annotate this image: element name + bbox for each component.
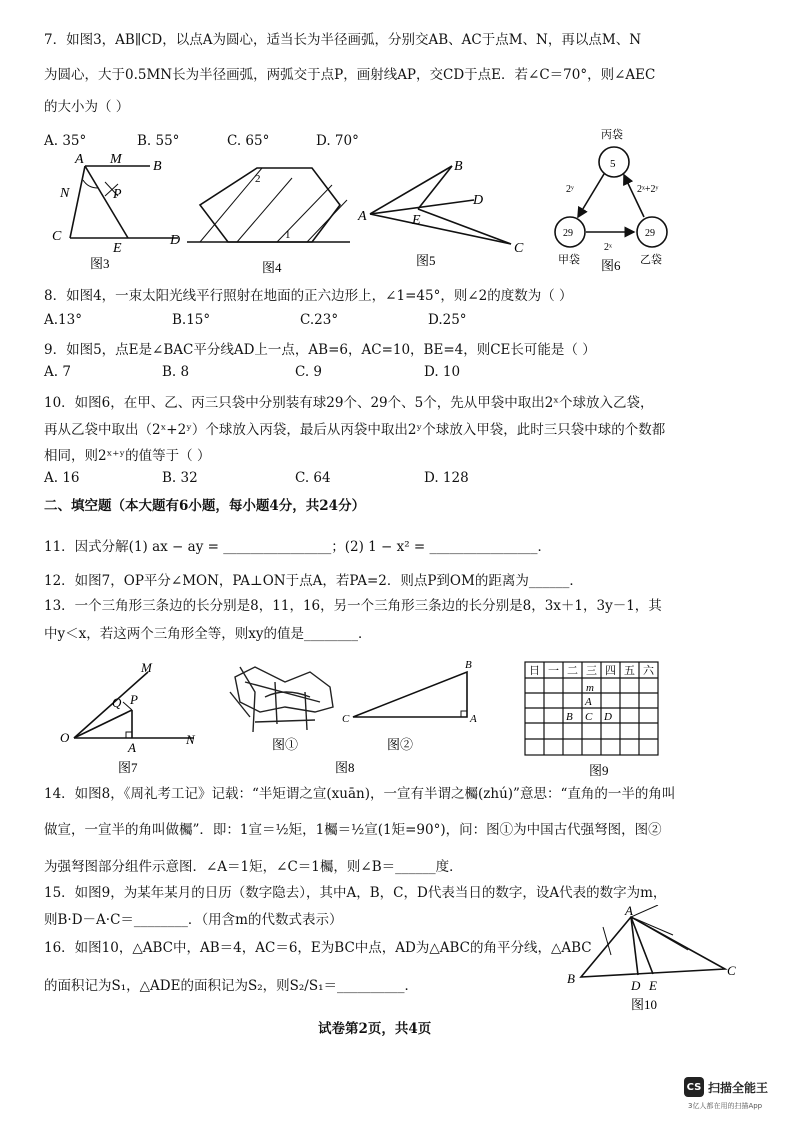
fig3-label-c: C <box>52 229 62 244</box>
q10-line3: 相同，则2ˣ⁺ʸ的值等于（ ） <box>44 448 211 464</box>
q16-line2: 的面积记为S₁，△ADE的面积记为S₂，则S₂/S₁＝__________． <box>44 978 418 994</box>
q9-option-c: C. 9 <box>295 364 323 380</box>
fig3-label-e: E <box>113 241 122 256</box>
fig3-label-b: B <box>153 159 162 174</box>
fig10-label-a: A <box>625 905 633 918</box>
q10-option-a: A. 16 <box>44 470 80 486</box>
scanner-watermark <box>684 1077 768 1097</box>
q11-text: 11．因式分解(1) ax − ay = ________________；(2) 1 − x² = ________________． <box>44 539 552 555</box>
scanner-logo-icon: CS <box>684 1077 704 1097</box>
fig8-label-a: A <box>470 713 477 725</box>
q7-line1: 7．如图3，AB∥CD，以点A为圆心，适当长为半径画弧，分别交AB、AC于点M、N，再以点M、N <box>44 32 642 48</box>
fig6-bag-yi: 乙袋 <box>640 254 662 266</box>
q10-line2: 再从乙袋中取出（2ˣ+2ʸ）个球放入丙袋，最后从丙袋中取出2ʸ个球放入甲袋，此时三只袋中球的个数都 <box>44 422 666 438</box>
fig6-arrow-bing-jia: 2ʸ <box>566 184 574 195</box>
q10-line1: 10．如图6，在甲、乙、丙三只袋中分别装有球29个、29个、5个，先从甲袋中取出2ˣ个球放入乙袋， <box>44 395 654 411</box>
fig9-header-wed: 三 <box>586 665 597 677</box>
fig9-header-mon: 一 <box>548 665 559 677</box>
figure-3 <box>50 150 190 275</box>
q9-text: 9．如图5，点E是∠BAC平分线AD上一点，AB=6，AC=10，BE=4，则CE长可能是（ ） <box>44 342 596 358</box>
fig5-label-e: E <box>412 213 421 228</box>
fig9-header-tue: 二 <box>567 665 578 677</box>
fig9-label-a: A <box>585 696 592 708</box>
fig5-label-c: C <box>514 241 524 256</box>
fig8-caption: 图8 <box>335 760 355 775</box>
fig9-caption: 图9 <box>589 763 609 778</box>
q10-option-c: C. 64 <box>295 470 331 486</box>
fig7-label-m: M <box>141 660 152 675</box>
q13-line1: 13．一个三角形三条边的长分别是8，11，16，另一个三角形三条边的长分别是8，3x＋1，3y－1，其 <box>44 598 662 614</box>
q10-option-d: D. 128 <box>424 470 469 486</box>
fig8-sub2: 图② <box>387 737 414 752</box>
fig5-label-b: B <box>454 159 463 174</box>
fig6-caption: 图6 <box>601 258 621 273</box>
fig3-label-n: N <box>60 186 70 201</box>
fig8-sub1: 图① <box>272 737 299 752</box>
fig9-label-b: B <box>566 711 573 723</box>
fig7-label-n: N <box>186 732 195 747</box>
fig6-bing-count: 5 <box>610 158 616 170</box>
q15-line1: 15．如图9，为某年某月的日历（数字隐去），其中A，B，C，D代表当日的数字，设A代表的数字为m， <box>44 885 667 901</box>
figure-10 <box>563 905 743 1015</box>
fig10-label-c: C <box>727 963 736 978</box>
fig6-jia-count: 29 <box>563 228 573 239</box>
q13-line2: 中y＜x，若这两个三角形全等，则xy的值是________． <box>44 626 372 642</box>
fig9-label-m: m <box>586 682 594 694</box>
fig7-caption: 图7 <box>118 760 138 775</box>
fig9-label-c: C <box>585 711 593 723</box>
q7-line3: 的大小为（ ） <box>44 99 130 115</box>
fig3-label-d: D <box>170 233 181 248</box>
fig4-angle-2: 2 <box>255 173 261 185</box>
fig4-angle-1: 1 <box>285 229 291 241</box>
figure-5 <box>356 152 536 270</box>
q8-option-d: D.25° <box>428 312 467 328</box>
q8-option-a: A.13° <box>44 312 82 328</box>
fig6-yi-count: 29 <box>645 228 655 239</box>
fig7-label-p: P <box>130 692 138 707</box>
scanner-app-name: 扫描全能王 <box>708 1080 769 1095</box>
fig3-caption: 图3 <box>90 256 110 271</box>
figure-6 <box>544 122 694 274</box>
q7-option-c: C. 65° <box>227 133 270 149</box>
fig5-label-a: A <box>358 209 367 224</box>
fig10-label-d: D <box>631 978 641 993</box>
q12-text: 12．如图7，OP平分∠MON，PA⊥ON于点A，若PA=2．则点P到OM的距离为______． <box>44 573 583 589</box>
fig10-caption: 图10 <box>631 997 658 1012</box>
fig7-label-a: A <box>128 740 136 755</box>
fig9-header-sat: 六 <box>643 665 654 677</box>
fig10-label-b: B <box>567 971 575 986</box>
q7-option-a: A. 35° <box>44 133 87 149</box>
page-footer: 试卷第2页，共4页 <box>318 1021 432 1037</box>
fig5-label-d: D <box>473 193 484 208</box>
figure-7 <box>56 660 206 775</box>
figure-4 <box>182 160 352 278</box>
fig9-label-d: D <box>604 711 612 723</box>
fig5-caption: 图5 <box>416 253 436 268</box>
q10-option-b: B. 32 <box>162 470 198 486</box>
figure-8 <box>215 652 500 777</box>
fig6-bag-bing: 丙袋 <box>601 129 623 141</box>
q14-line3: 为强弩图部分组件示意图．∠A＝1矩，∠C＝1欘，则∠B＝______度． <box>44 859 463 875</box>
fig8-label-b: B <box>465 659 472 671</box>
q7-option-d: D. 70° <box>316 133 359 149</box>
fig10-label-e: E <box>649 978 657 993</box>
q8-text: 8．如图4，一束太阳光线平行照射在地面的正六边形上，∠1=45°，则∠2的度数为（ ） <box>44 288 573 304</box>
fig3-label-m: M <box>110 152 122 167</box>
q16-line1: 16．如图10，△ABC中，AB＝4，AC＝6，E为BC中点，AD为△ABC的角平分线，△ABC <box>44 940 592 956</box>
fig6-arrow-yi-bing: 2ˣ+2ʸ <box>637 184 659 195</box>
fig7-label-o: O <box>60 730 70 745</box>
q9-option-a: A. 7 <box>44 364 71 380</box>
q9-option-b: B. 8 <box>162 364 190 380</box>
fig6-arrow-jia-yi: 2ˣ <box>604 242 612 253</box>
q15-line2: 则B·D－A·C＝________．（用含m的代数式表示） <box>44 912 343 928</box>
fig6-bag-jia: 甲袋 <box>558 254 580 266</box>
fig9-header-fri: 五 <box>624 665 635 677</box>
q7-line2: 为圆心，大于0.5MN长为半径画弧，两弧交于点P，画射线AP，交CD于点E．若∠C＝70°，则∠AEC <box>44 67 656 83</box>
fig8-label-c: C <box>342 713 350 725</box>
q14-line2: 做宣，一宣半的角叫做欘”．即：1宣＝½矩，1欘＝½宣(1矩=90°)，问：图①为中国古代强弩图，图② <box>44 822 662 838</box>
fig3-label-a: A <box>75 152 84 167</box>
section-2-title: 二、填空题（本大题有6小题，每小题4分，共24分） <box>44 498 366 514</box>
fig4-caption: 图4 <box>262 260 282 275</box>
fig9-header-sun: 日 <box>529 665 540 677</box>
q9-option-d: D. 10 <box>424 364 461 380</box>
fig7-label-q: Q <box>112 695 122 710</box>
scanner-tagline: 3亿人都在用的扫描App <box>688 1102 763 1110</box>
fig3-label-p: P <box>113 187 122 202</box>
q7-option-b: B. 55° <box>137 133 180 149</box>
figure-9 <box>523 660 663 780</box>
q8-option-b: B.15° <box>172 312 211 328</box>
fig9-header-thu: 四 <box>605 665 616 677</box>
crossbow-drawing <box>230 667 333 732</box>
q8-option-c: C.23° <box>300 312 339 328</box>
q14-line1: 14．如图8，《周礼考工记》记载：“半矩谓之宣(xuān)，一宣有半谓之欘(zhú)”意思：“直角的一半的角叫 <box>44 786 676 802</box>
